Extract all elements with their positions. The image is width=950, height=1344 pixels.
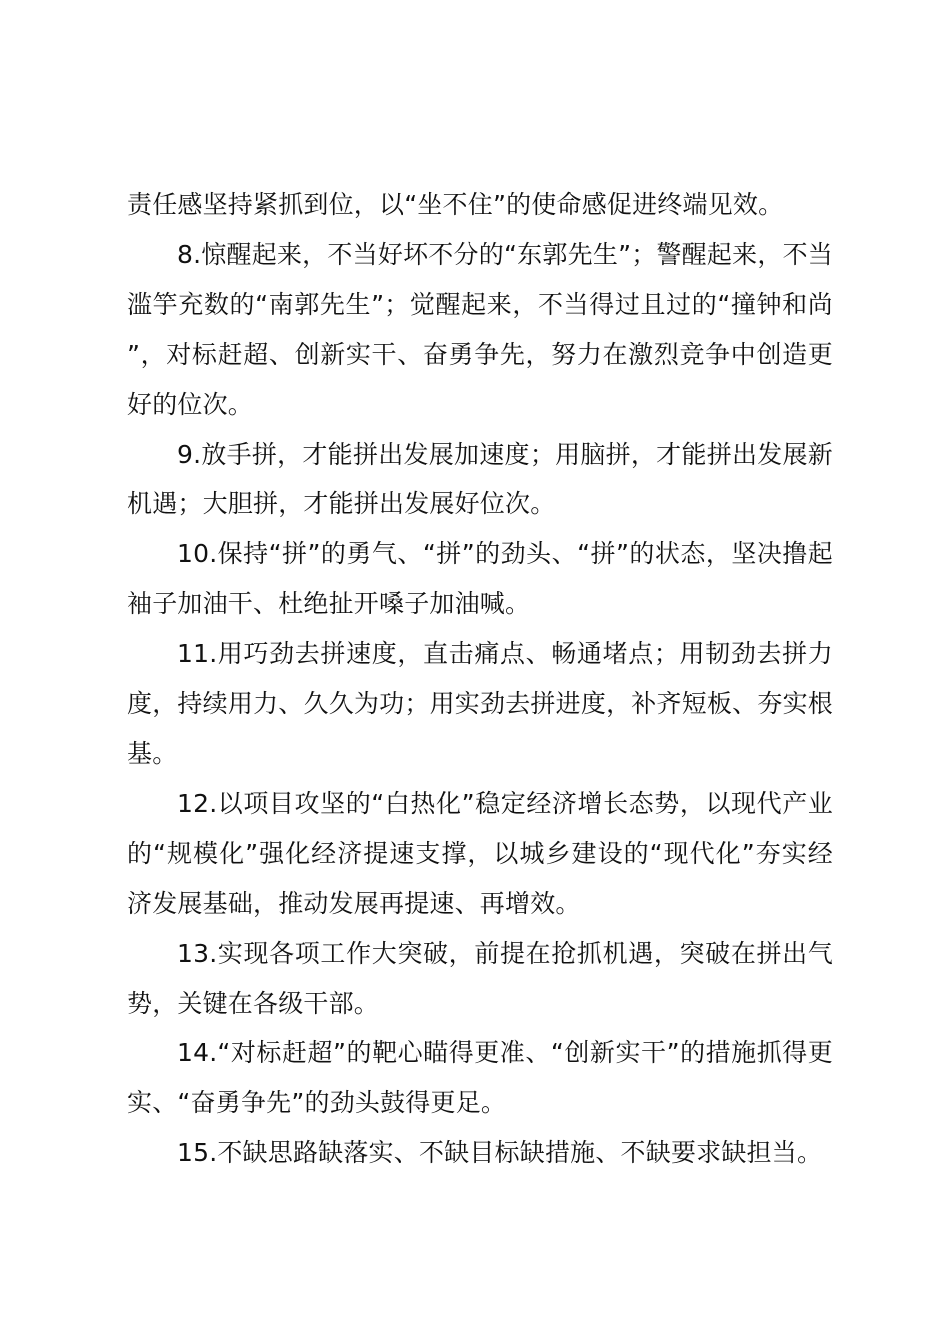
paragraph-item-9: 9.放手拼，才能拼出发展加速度；用脑拼，才能拼出发展新机遇；大胆拼，才能拼出发展好位次。 [127, 439, 833, 519]
paragraph-item-13: 13.实现各项工作大突破，前提在抢抓机遇，突破在拼出气势，关键在各级干部。 [127, 938, 833, 1018]
document-body [127, 180, 833, 1178]
paragraph-item-15: 15.不缺思路缺落实、不缺目标缺措施、不缺要求缺担当。 [177, 1138, 823, 1168]
paragraph-item-10: 10.保持“拼”的勇气、“拼”的劲头、“拼”的状态，坚决撸起袖子加油干、杜绝扯开嗓子加油喊。 [127, 539, 833, 619]
paragraph-item-12: 12.以项目攻坚的“白热化”稳定经济增长态势，以现代产业的“规模化”强化经济提速支撑，以城乡建设的“现代化”夯实经济发展基础，推动发展再提速、再增效。 [127, 788, 833, 918]
paragraph-item-14: 14.“对标赶超”的靶心瞄得更准、“创新实干”的措施抓得更实、“奋勇争先”的劲头鼓得更足。 [127, 1038, 833, 1118]
paragraph-continuation: 责任感坚持紧抓到位，以“坐不住”的使命感促进终端见效。 [127, 190, 784, 219]
paragraph-item-11: 11.用巧劲去拼速度，直击痛点、畅通堵点；用韧劲去拼力度，持续用力、久久为功；用实劲去拼进度，补齐短板、夯实根基。 [127, 639, 833, 768]
paragraph-item-8: 8.惊醒起来，不当好坏不分的“东郭先生”；警醒起来，不当滥竽充数的“南郭先生”；觉醒起来，不当得过且过的“撞钟和尚”，对标赶超、创新实干、奋勇争先，努力在激烈竞争中创造更好的位次。 [127, 239, 833, 419]
